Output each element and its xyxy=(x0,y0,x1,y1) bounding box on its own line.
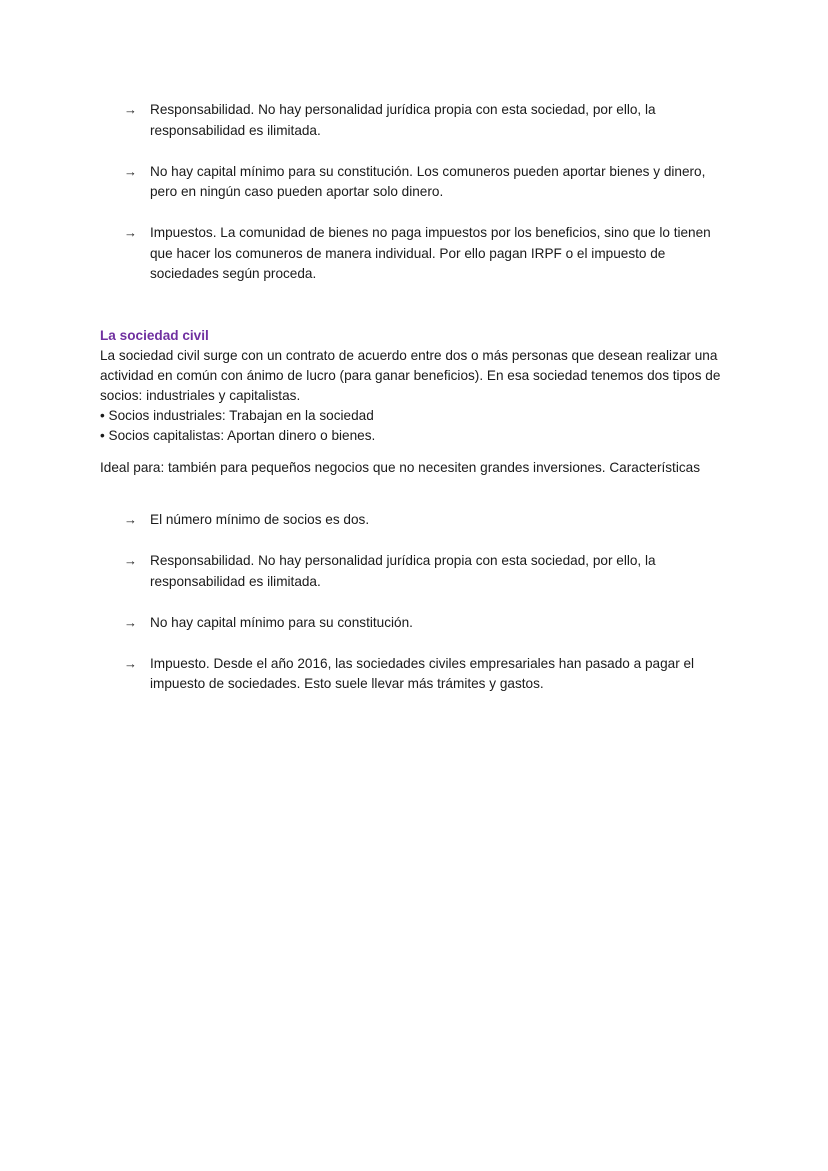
arrow-icon: → xyxy=(124,655,137,671)
list-item-text: No hay capital mínimo para su constitución. Los comuneros pueden aportar bienes y dinero, pero en ningún caso pueden aportar solo dinero. xyxy=(150,163,706,199)
arrow-icon: → xyxy=(124,102,137,117)
arrow-icon: → xyxy=(124,614,137,630)
list-item-text: Responsabilidad. No hay personalidad jurídica propia con esta sociedad, por ello, la responsabilidad es ilimitada. xyxy=(150,553,656,589)
bullet-item: • Socios industriales: Trabajan en la sociedad xyxy=(100,408,374,423)
list-item xyxy=(124,510,734,531)
list-item-text: Impuestos. La comunidad de bienes no paga impuestos por los beneficios, sino que lo tienen que hacer los comuneros de manera individual. Por ello pagan IRPF o el impuesto de sociedades según proceda. xyxy=(150,225,711,281)
list-item xyxy=(124,551,734,592)
list-item-text: No hay capital mínimo para su constitución. xyxy=(150,614,413,630)
intro-paragraph: La sociedad civil surge con un contrato de acuerdo entre dos o más personas que desean realizar una actividad en común con ánimo de lucro (para ganar beneficios). En esa sociedad tenemos dos tipos de socios: industriales y capitalistas. xyxy=(100,348,721,403)
arrow-icon: → xyxy=(124,553,137,568)
bullet-item: • Socios capitalistas: Aportan dinero o bienes. xyxy=(100,428,376,443)
first-arrow-list xyxy=(124,100,734,305)
arrow-icon: → xyxy=(124,163,137,179)
list-item xyxy=(124,100,734,141)
arrow-icon: → xyxy=(124,512,137,527)
list-item-text: El número mínimo de socios es dos. xyxy=(150,512,370,527)
ideal-paragraph: Ideal para: también para pequeños negocios que no necesiten grandes inversiones. Características xyxy=(100,460,701,475)
arrow-icon: → xyxy=(124,225,137,240)
sociedad-civil-section xyxy=(100,326,740,446)
list-item xyxy=(124,223,734,285)
section-heading: La sociedad civil xyxy=(100,328,209,343)
list-item-text: Impuesto. Desde el año 2016, las sociedades civiles empresariales han pasado a pagar el impuesto de sociedades. Esto suele llevar más trámites y gastos. xyxy=(150,655,695,691)
list-item xyxy=(124,654,734,695)
list-item xyxy=(124,613,734,634)
list-item-text: Responsabilidad. No hay personalidad jurídica propia con esta sociedad, por ello, la responsabilidad es ilimitada. xyxy=(150,102,656,138)
second-arrow-list xyxy=(124,510,734,715)
list-item xyxy=(124,162,734,203)
